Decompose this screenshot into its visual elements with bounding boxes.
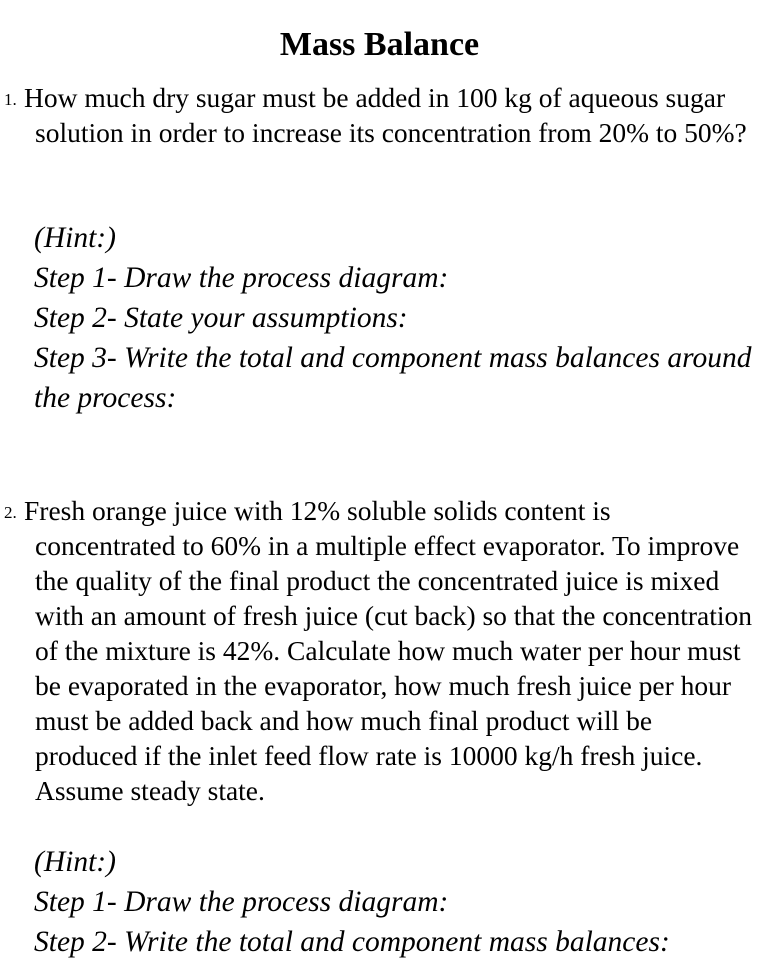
question-number: 1. [4,90,17,109]
question-text: Fresh orange juice with 12% soluble solids content is concentrated to 60% in a multiple effect evaporator. To improve the quality of the final product the concentrated juice is mixed with an amount of fresh juice (cut back) so that the concentration of the mixture is 42%. Calculate how much water per hour must be evaporated in the evaporator, how much fresh juice per hour must be added back and how much final product will be produced if the inlet feed flow rate is 10000 kg/h fresh juice. Assume steady state. [24,495,753,806]
hint-step: Step 3- Write the total and component mass balances around the process: [34,342,752,414]
hint-label: (Hint:) [34,222,116,254]
question-text: How much dry sugar must be added in 100 kg of aqueous sugar solution in order to increase its concentration from 20% to 50%? [24,82,747,148]
question-number: 2. [4,503,17,522]
hint-step: Step 1- Draw the process diagram: [34,886,449,918]
hint-label: (Hint:) [34,846,116,878]
hint-block-1 [34,218,759,418]
hint-step: Step 2- State your assumptions: [34,302,408,334]
hint-block-2 [34,842,759,962]
hint-step: Step 2- Write the total and component mass balances: [34,926,670,958]
hint-step: Step 1- Draw the process diagram: [34,262,449,294]
page-title: Mass Balance [279,25,480,63]
